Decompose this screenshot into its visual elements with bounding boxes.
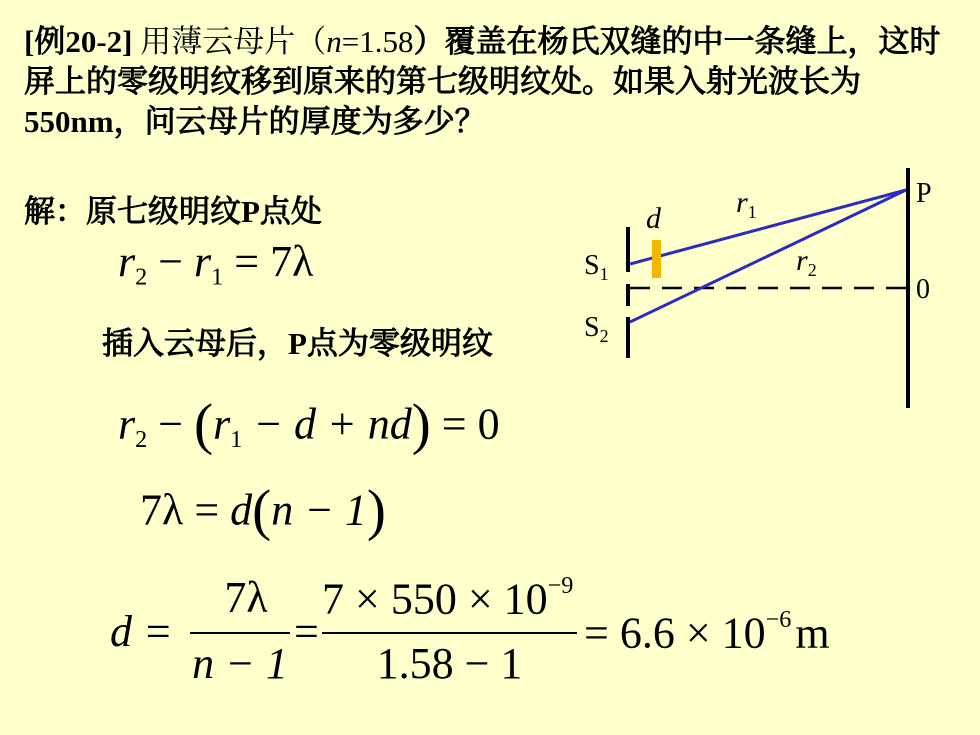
eq4-den2: 1.58 − 1 xyxy=(376,639,523,688)
label-zero: 0 xyxy=(916,274,930,305)
double-slit-diagram xyxy=(570,160,970,420)
example-tag: [例20-2] xyxy=(24,24,133,59)
eq3-inner: n − 1 xyxy=(271,485,367,535)
label-r2: $r_2$ xyxy=(796,244,817,280)
eq4-res-base: = 6.6 × 10 xyxy=(584,608,766,658)
eq4-lhs: d = xyxy=(110,607,173,656)
problem-text-1: 用薄云母片（ xyxy=(132,24,327,59)
eq1-rhs: = 7λ xyxy=(223,237,314,286)
label-P: P xyxy=(916,178,932,209)
label-d: d xyxy=(646,202,661,235)
eq1-sub1: 1 xyxy=(211,263,224,291)
problem-text-2: ）覆盖在杨氏双缝的中一条缝上，这时屏上的零级明纹移到原来的第七级明纹处。如果入射光波长为550nm，问云母片的厚度为多少？ xyxy=(24,24,941,139)
ray-r2 xyxy=(630,190,906,322)
eq2-minus: − xyxy=(147,399,195,449)
eq1-r2: r xyxy=(118,237,136,286)
eq3-lhs: 7λ = xyxy=(140,485,231,535)
eq1-r1: r xyxy=(194,237,212,286)
eq1-minus: − xyxy=(147,237,195,286)
equation-zero-order xyxy=(118,392,500,457)
label-S2: $S_2$ xyxy=(584,312,609,346)
eq4-num2 xyxy=(322,572,573,625)
mica-sheet xyxy=(652,240,661,278)
eq3-d: d xyxy=(230,485,253,535)
refractive-index-symbol: n xyxy=(326,24,342,59)
eq2-r1: r xyxy=(213,399,231,449)
eq4-unit: m xyxy=(795,608,830,658)
eq2-rhs: = 0 xyxy=(430,399,500,449)
refractive-index-value: =1.58 xyxy=(341,24,414,59)
eq4-num2-exp: −9 xyxy=(547,572,574,599)
eq4-result xyxy=(584,606,830,659)
eq4-num1: 7λ xyxy=(224,573,268,622)
eq4-den1: n − 1 xyxy=(192,639,288,688)
eq4-frac1-line xyxy=(190,632,290,634)
solution-line-1: 原七级明纹P点处 xyxy=(86,194,322,229)
eq2-sub2: 2 xyxy=(135,425,148,453)
eq1-sub2: 2 xyxy=(135,263,148,291)
ray-r1 xyxy=(630,190,906,264)
solution-heading xyxy=(24,186,322,231)
eq2-r2: r xyxy=(118,399,136,449)
label-S1: $S_1$ xyxy=(584,250,609,284)
equation-thickness-relation xyxy=(140,478,386,543)
label-r1: $r_1$ xyxy=(736,186,757,222)
eq2-inner: − d + nd xyxy=(242,399,412,449)
eq3-open-paren: ( xyxy=(252,479,272,542)
eq2-open-paren: ( xyxy=(194,393,214,456)
eq4-res-exp: −6 xyxy=(765,606,792,633)
eq2-sub1: 1 xyxy=(230,425,243,453)
equation-path-difference xyxy=(118,236,313,291)
solution-note: 插入云母后，P点为零级明纹 xyxy=(102,326,493,361)
eq4-num2-base: 7 × 550 × 10 xyxy=(322,574,548,624)
solution-label: 解： xyxy=(24,194,86,229)
eq2-close-paren: ) xyxy=(411,393,431,456)
problem-statement xyxy=(24,22,964,142)
eq4-frac2-line xyxy=(322,632,577,634)
eq3-close-paren: ) xyxy=(366,479,386,542)
eq4-equals-a: = xyxy=(294,607,319,656)
